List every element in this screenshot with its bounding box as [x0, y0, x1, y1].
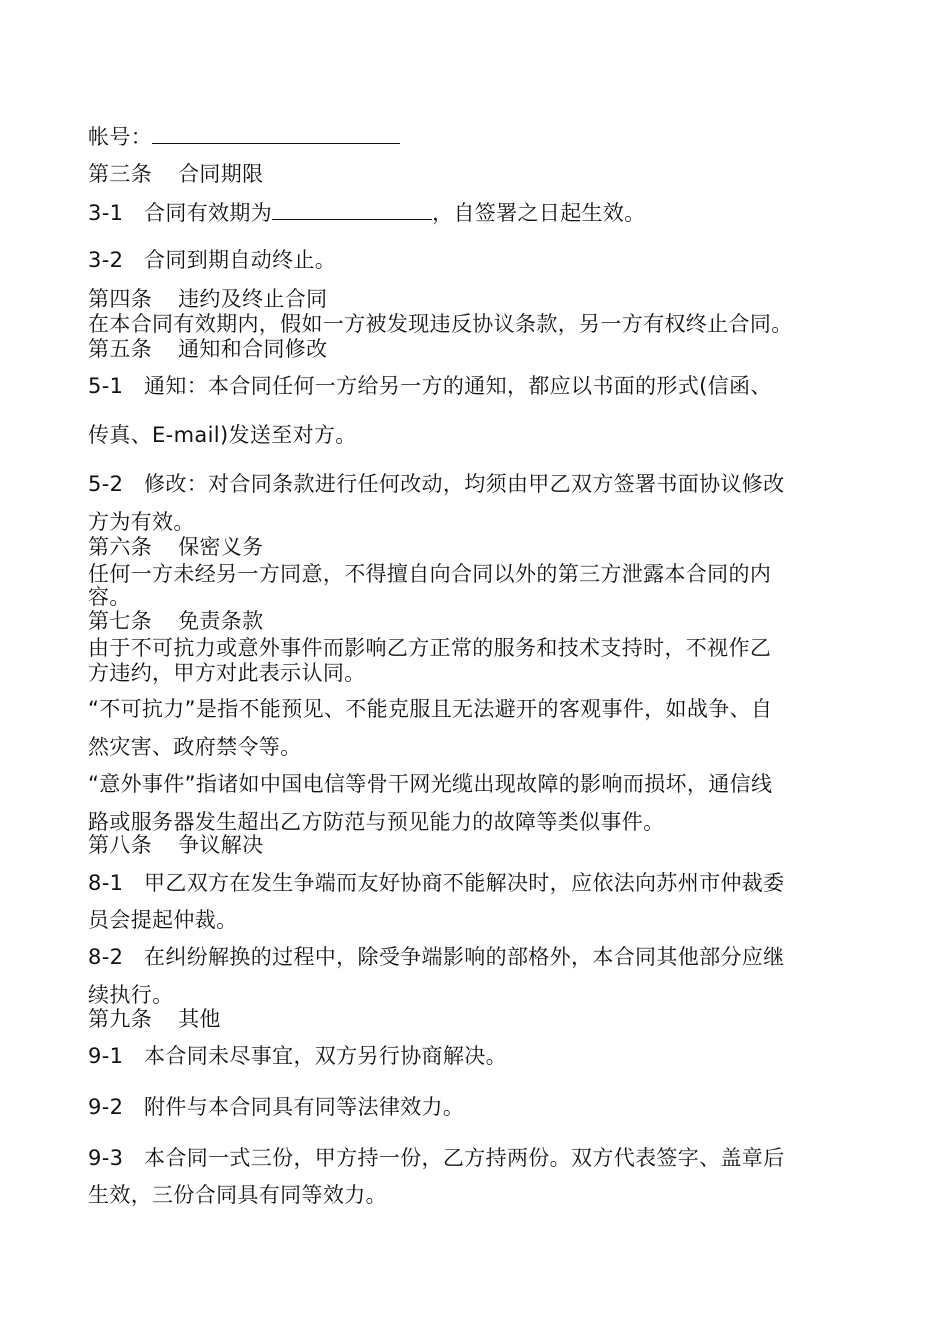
article-number: 第三条	[88, 162, 153, 186]
article-9-heading	[88, 1007, 868, 1031]
clause-5-2-line-2: 方为有效。	[88, 510, 195, 534]
article-number: 第四条	[88, 287, 153, 311]
clause-number: 3-2	[88, 248, 124, 272]
article-6-body-line-2: 容。	[88, 585, 131, 609]
term-blank	[272, 199, 432, 220]
article-number: 第六条	[88, 535, 153, 559]
clause-text: 合同到期自动终止。	[144, 248, 337, 272]
article-5-heading	[88, 337, 868, 361]
article-7-p1-line-1: 由于不可抗力或意外事件而影响乙方正常的服务和技术支持时，不视作乙	[88, 636, 772, 660]
article-title: 通知和合同修改	[178, 337, 328, 361]
article-4-body: 在本合同有效期内，假如一方被发现违反协议条款，另一方有权终止合同。	[88, 312, 793, 336]
clause-8-1-line-1	[88, 871, 868, 895]
clause-8-2-line-1	[88, 945, 868, 969]
clause-number: 9-2	[88, 1095, 124, 1119]
clause-number: 9-1	[88, 1044, 124, 1068]
article-4-heading	[88, 287, 868, 311]
clause-9-1	[88, 1044, 868, 1068]
article-7-p1-line-2: 方违约，甲方对此表示认同。	[88, 661, 366, 685]
article-title: 争议解决	[178, 833, 264, 857]
clause-5-1-line-2: 传真、E-mail)发送至对方。	[88, 423, 357, 447]
clause-number: 9-3	[88, 1146, 124, 1170]
clause-8-2-line-2: 续执行。	[88, 983, 174, 1007]
article-number: 第七条	[88, 609, 153, 633]
clause-text: 附件与本合同具有同等法律效力。	[144, 1095, 465, 1119]
article-title: 其他	[178, 1007, 221, 1031]
clause-5-1-line-1	[88, 374, 868, 398]
article-8-heading	[88, 833, 868, 857]
clause-text: 甲乙双方在发生争端而友好协商不能解决时，应依法向苏州市仲裁委	[144, 871, 785, 895]
clause-9-3-line-2: 生效，三份合同具有同等效力。	[88, 1183, 387, 1207]
clause-text: 合同有效期为	[144, 201, 273, 225]
clause-number: 5-2	[88, 472, 124, 496]
article-7-p3-line-1: “意外事件”指诸如中国电信等骨干网光缆出现故障的影响而损坏，通信线	[88, 772, 773, 796]
clause-number: 5-1	[88, 374, 124, 398]
clause-number: 8-1	[88, 871, 124, 895]
clause-text: ，自签署之日起生效。	[432, 201, 646, 225]
clause-number: 3-1	[88, 201, 124, 225]
article-number: 第五条	[88, 337, 153, 361]
article-title: 违约及终止合同	[178, 287, 328, 311]
article-6-body-line-1: 任何一方未经另一方同意，不得擅自向合同以外的第三方泄露本合同的内	[88, 562, 772, 586]
account-line	[88, 123, 868, 149]
article-7-p2-line-1: “不可抗力”是指不能预见、不能克服且无法避开的客观事件，如战争、自	[88, 697, 773, 721]
article-number: 第八条	[88, 833, 153, 857]
clause-9-2	[88, 1095, 868, 1119]
article-3-heading	[88, 162, 868, 186]
article-title: 免责条款	[178, 609, 264, 633]
clause-text: 本合同一式三份，甲方持一份，乙方持两份。双方代表签字、盖章后	[144, 1146, 785, 1170]
clause-9-3-line-1	[88, 1146, 868, 1170]
article-7-heading	[88, 609, 868, 633]
clause-number: 8-2	[88, 945, 124, 969]
article-7-p2-line-2: 然灾害、政府禁令等。	[88, 735, 302, 759]
account-label: 帐号：	[88, 125, 153, 149]
article-title: 保密义务	[178, 535, 264, 559]
account-blank	[152, 123, 400, 144]
clause-text: 修改：对合同条款进行任何改动，均须由甲乙双方签署书面协议修改	[144, 472, 785, 496]
clause-8-1-line-2: 员会提起仲裁。	[88, 908, 238, 932]
article-number: 第九条	[88, 1007, 153, 1031]
article-title: 合同期限	[178, 162, 264, 186]
clause-3-1	[88, 199, 868, 225]
article-7-p3-line-2: 路或服务器发生超出乙方防范与预见能力的故障等类似事件。	[88, 810, 665, 834]
clause-5-2-line-1	[88, 472, 868, 496]
article-6-heading	[88, 535, 868, 559]
clause-text: 在纠纷解换的过程中，除受争端影响的部格外，本合同其他部分应继	[144, 945, 785, 969]
clause-3-2	[88, 248, 868, 272]
clause-text: 通知：本合同任何一方给另一方的通知，都应以书面的形式(信函、	[144, 374, 772, 398]
clause-text: 本合同未尽事宜，双方另行协商解决。	[144, 1044, 507, 1068]
